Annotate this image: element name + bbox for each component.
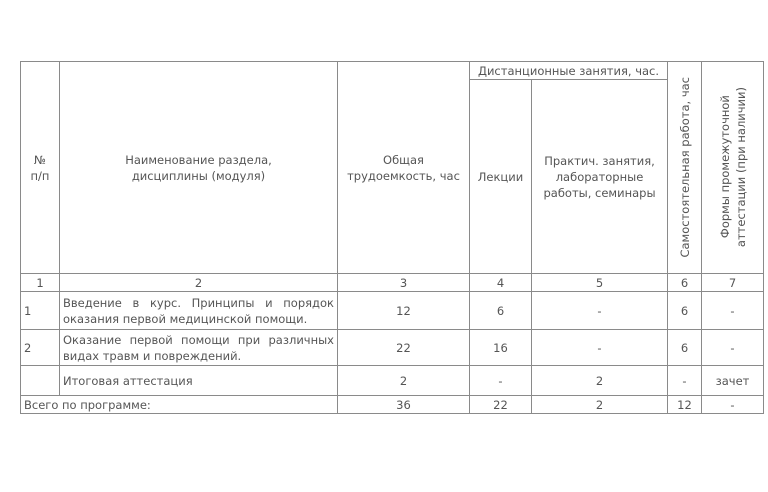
header-lectures: Лекции: [470, 80, 532, 274]
row-practice: 2: [532, 366, 668, 396]
row-lectures: 6: [470, 292, 532, 330]
column-number-row: [21, 274, 764, 292]
total-lectures: 22: [470, 396, 532, 414]
row-practice: -: [532, 292, 668, 330]
curriculum-table: [20, 61, 764, 414]
row-practice: -: [532, 330, 668, 366]
row-total: 12: [338, 292, 470, 330]
row-forms: -: [702, 330, 764, 366]
total-hours: 36: [338, 396, 470, 414]
header-total-hours: Общая трудоемкость, час: [338, 62, 470, 274]
total-label: Всего по программе:: [21, 396, 338, 414]
total-self-work: 12: [668, 396, 702, 414]
row-num: [21, 366, 60, 396]
table-row: [21, 292, 764, 330]
total-practice: 2: [532, 396, 668, 414]
table-row: [21, 366, 764, 396]
header-num: № п/п: [21, 62, 60, 274]
header-practice: Практич. занятия, лабораторные работы, семинары: [532, 80, 668, 274]
row-self-work: -: [668, 366, 702, 396]
row-self-work: 6: [668, 330, 702, 366]
column-number: 4: [470, 274, 532, 292]
header-self-work: Самостоятельная работа, час: [668, 62, 702, 274]
row-lectures: 16: [470, 330, 532, 366]
column-number: 5: [532, 274, 668, 292]
row-forms: -: [702, 292, 764, 330]
row-section-name: Оказание первой помощи при различных видах травм и повреждений.: [60, 330, 338, 366]
row-self-work: 6: [668, 292, 702, 330]
row-section-name: Введение в курс. Принципы и порядок оказания первой медицинской помощи.: [60, 292, 338, 330]
row-lectures: -: [470, 366, 532, 396]
row-section-name: Итоговая аттестация: [60, 366, 338, 396]
table-row: [21, 330, 764, 366]
column-number: 7: [702, 274, 764, 292]
total-row: [21, 396, 764, 414]
row-total: 2: [338, 366, 470, 396]
header-distance: Дистанционные занятия, час.: [470, 62, 668, 80]
row-total: 22: [338, 330, 470, 366]
header-attestation-forms: Формы промежуточной аттестации (при наличии): [702, 62, 764, 274]
column-number: 6: [668, 274, 702, 292]
row-num: 2: [21, 330, 60, 366]
row-forms: зачет: [702, 366, 764, 396]
column-number: 3: [338, 274, 470, 292]
column-number: 2: [60, 274, 338, 292]
header-section-name: Наименование раздела, дисциплины (модуля): [60, 62, 338, 274]
column-number: 1: [21, 274, 60, 292]
row-num: 1: [21, 292, 60, 330]
total-forms: -: [702, 396, 764, 414]
